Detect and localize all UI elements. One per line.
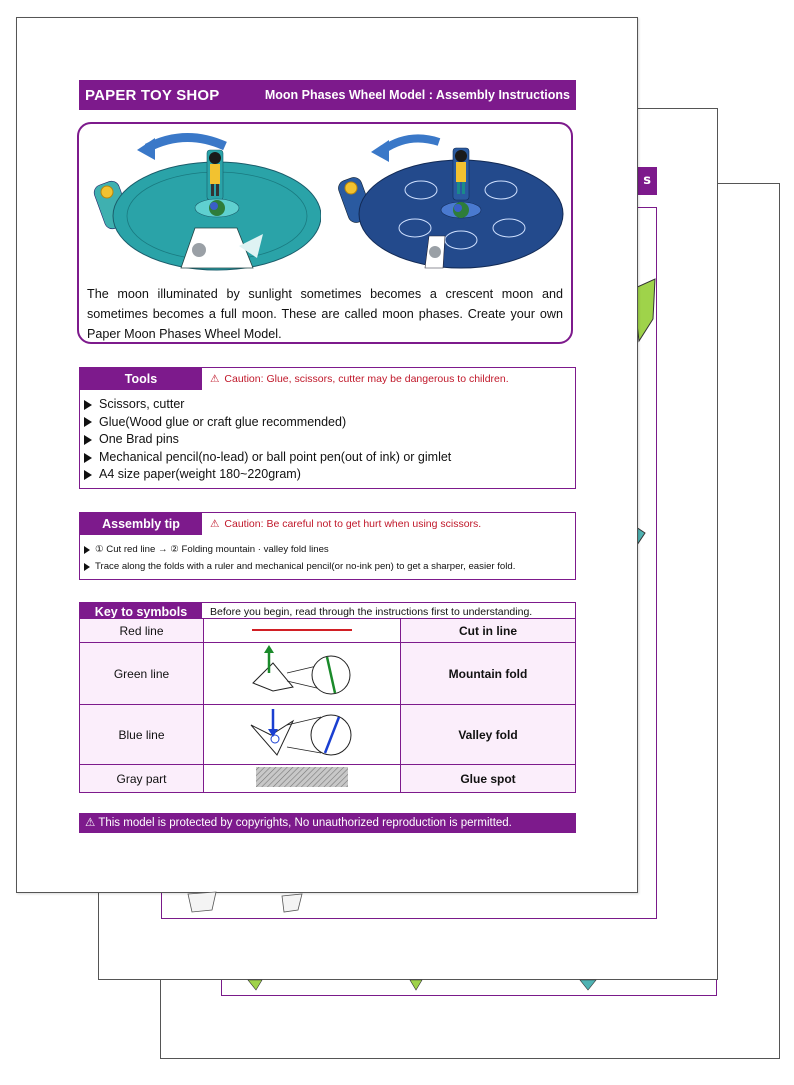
cut-line-icon <box>247 625 357 635</box>
symbol-meaning: Mountain fold <box>401 643 576 705</box>
tools-heading: Tools <box>80 368 202 390</box>
intro-paragraph: The moon illuminated by sunlight sometimes becomes a crescent moon and sometimes becomes a full moon. These are called moon phases. Create your own Paper Moon Phases Wheel Model. <box>87 287 563 341</box>
assembly-tip-caution <box>210 513 481 535</box>
teal-moon-wheel-illustration <box>85 128 321 278</box>
shop-name: PAPER TOY SHOP <box>85 86 220 104</box>
warning-icon: ⚠ <box>210 373 220 385</box>
back-sheet-model-fragments <box>186 890 306 916</box>
tools-section <box>79 367 576 489</box>
list-item: Mechanical pencil(no-lead) or ball point pen(out of ink) or gimlet <box>84 449 451 467</box>
bullet-icon <box>84 435 92 445</box>
table-row <box>80 705 576 765</box>
bullet-icon <box>84 470 92 480</box>
table-row <box>80 643 576 705</box>
list-item: One Brad pins <box>84 431 451 449</box>
red-line-symbol <box>204 619 401 643</box>
tools-caution-text: Caution: Glue, scissors, cutter may be dangerous to children. <box>224 373 509 385</box>
back-sheet-header: s <box>161 167 657 195</box>
valley-fold-icon <box>247 705 357 761</box>
symbol-label: Gray part <box>80 765 204 793</box>
bullet-icon <box>84 453 92 463</box>
list-item: ① Cut red line → ② Folding mountain · valley fold lines <box>84 541 515 558</box>
list-item: Scissors, cutter <box>84 396 451 414</box>
assembly-tip-section <box>79 512 576 580</box>
list-item: Glue(Wood glue or craft glue recommended) <box>84 414 451 432</box>
assembly-tip-list <box>84 541 515 575</box>
symbol-label: Red line <box>80 619 204 643</box>
symbol-meaning: Glue spot <box>401 765 576 793</box>
symbols-heading: Key to symbols <box>80 603 202 621</box>
title-bar <box>79 80 576 110</box>
bullet-icon <box>84 563 90 571</box>
document-title: Moon Phases Wheel Model : Assembly Instructions <box>264 88 570 102</box>
warning-icon: ⚠ <box>210 518 220 530</box>
symbol-meaning: Valley fold <box>401 705 576 765</box>
symbol-meaning: Cut in line <box>401 619 576 643</box>
bullet-icon <box>84 546 90 554</box>
bullet-icon <box>84 400 92 410</box>
symbols-table <box>79 618 576 793</box>
list-item: A4 size paper(weight 180~220gram) <box>84 466 451 484</box>
glue-spot-icon <box>254 766 350 788</box>
tools-list <box>84 396 451 484</box>
bullet-icon <box>84 417 92 427</box>
blue-line-symbol <box>204 705 401 765</box>
symbols-note: Before you begin, read through the instructions first to understanding. <box>210 606 533 618</box>
tools-caution <box>210 368 509 390</box>
intro-panel <box>77 122 573 344</box>
gray-part-symbol <box>204 765 401 793</box>
list-item: Trace along the folds with a ruler and mechanical pencil(or no-ink pen) to get a sharper, easier fold. <box>84 558 515 575</box>
copyright-bar <box>79 813 576 833</box>
copyright-notice: This model is protected by copyrights, No unauthorized reproduction is permitted. <box>98 817 512 829</box>
table-row <box>80 765 576 793</box>
assembly-tip-caution-text: Caution: Be careful not to get hurt when using scissors. <box>224 518 482 530</box>
green-line-symbol <box>204 643 401 705</box>
assembly-tip-heading: Assembly tip <box>80 513 202 535</box>
instruction-sheet <box>16 17 638 893</box>
symbol-label: Green line <box>80 643 204 705</box>
warning-icon: ⚠ <box>85 817 96 829</box>
back-sheet-green-fragments <box>240 978 620 992</box>
mountain-fold-icon <box>247 643 357 701</box>
table-row <box>80 619 576 643</box>
symbol-label: Blue line <box>80 705 204 765</box>
navy-moon-wheel-illustration <box>329 128 569 278</box>
